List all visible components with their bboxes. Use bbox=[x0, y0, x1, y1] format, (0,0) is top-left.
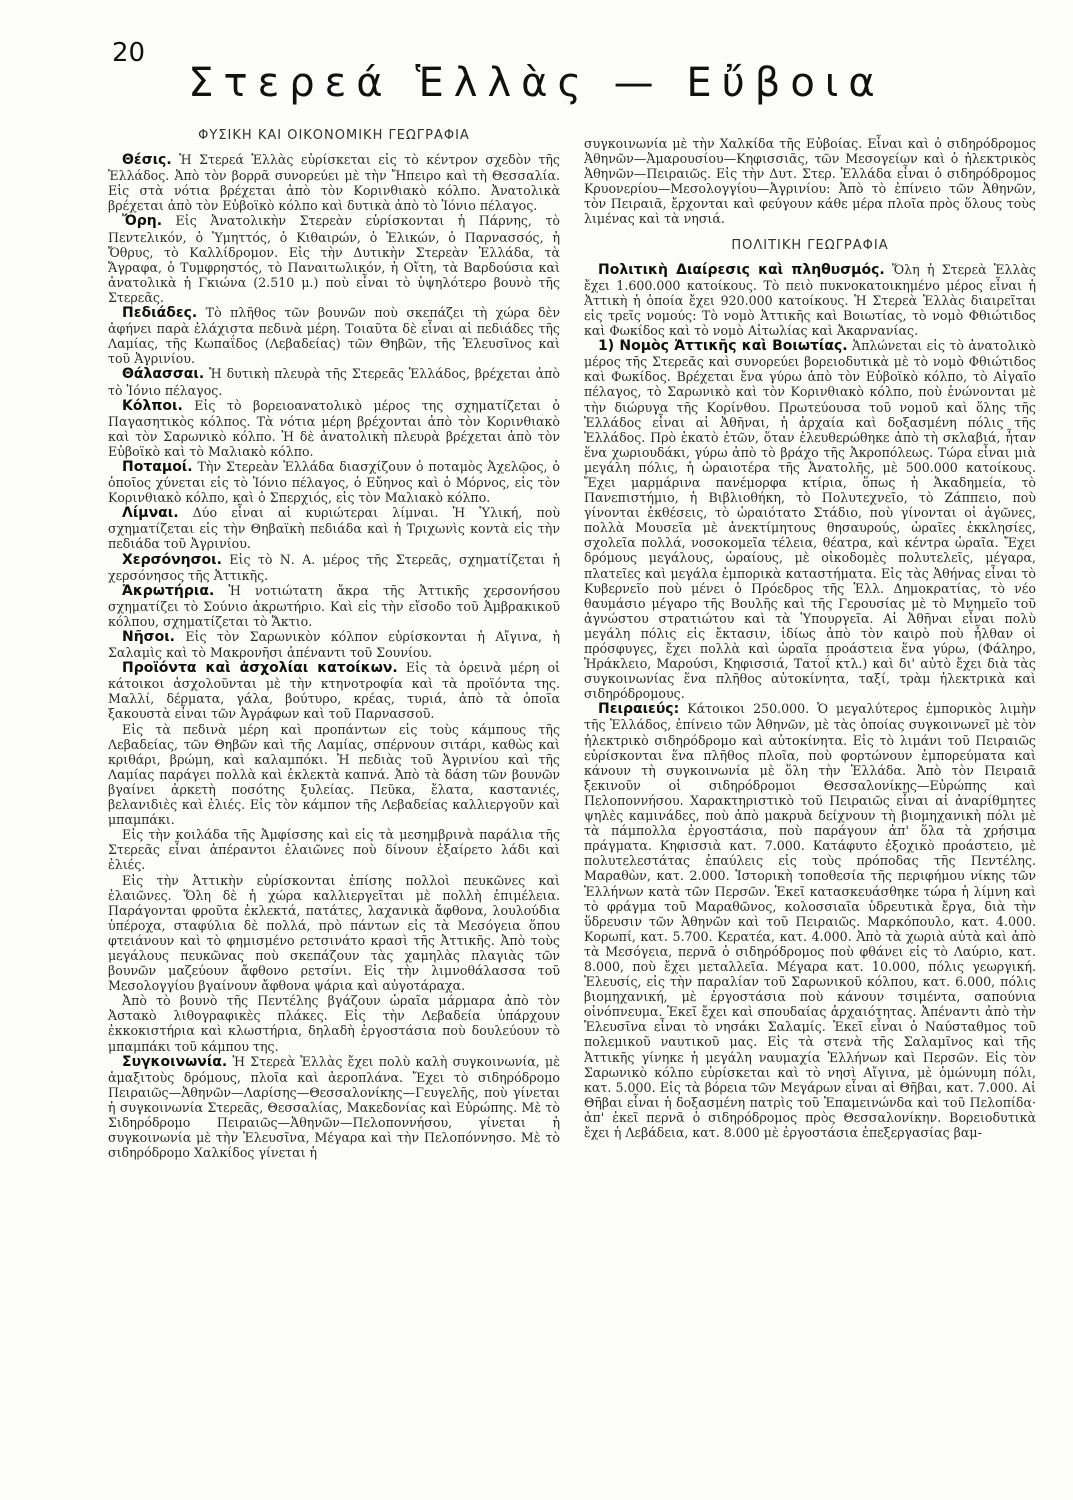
paragraph-text: Εἰς τὸ Ν. Α. μέρος τῆς Στερεᾶς, σχηματίζεται ἡ χερσόνησος τῆς Ἀττικῆς. bbox=[108, 551, 560, 583]
paragraph-text: Τὸ πλῆθος τῶν βουνῶν ποὺ σκεπάζει τὴ χώρα δὲν ἀφήνει παρὰ ἐλάχιστα πεδινὰ μέρη. Τοιαῦτα δὲ εἶναι αἱ πεδιάδες τῆς Λαμίας, τῆς Κωπαΐδος (Λεβαδείας) τῶν Θηβῶν, τῆς Ἐλευσῖνος καὶ τοῦ Ἀγρινίου. bbox=[108, 305, 560, 367]
paragraph-text: Εἰς τὴν Ἀττικὴν εὑρίσκονται ἐπίσης πολλοὶ πευκῶνες καὶ ἐλαιῶνες. Ὅλη δὲ ἡ χώρα καλλιεργεῖται μὲ πολλὴ ἐπιμέλεια. Παράγονται φροῦτα ἐκλεκτά, πατάτες, λαχανικὰ ἄφθονα, λουλούδια ὑπέροχα, σταφύλια δὲ πολλά, πρὸ πάντων εἰς τὰ Μεσόγεια ὅπου φτειάνουν καὶ τὸ φημισμένο ρετσινάτο κρασὶ τῆς Ἀττικῆς. Ἀπὸ τοὺς μεγάλους πευκῶνας ποὺ σκεπάζουν τὰς χαμηλὰς πλαγιὰς τῶν βουνῶν μαζεύουν ἄφθονο ρετσίνι. Εἰς τὴν λιμνοθάλασσα τοῦ Μεσολογγίου βγαίνουν ἄφθονα ψάρια καὶ αὐγοτάραχα. bbox=[108, 872, 560, 994]
paragraph-text: Ἡ νοτιώτατη ἄκρα τῆς Ἀττικῆς χερσονήσου σχηματίζει τὸ Σούνιο ἀκρωτήριο. Καὶ εἰς τὴν εἴσοδο τοῦ Ἀμβρακικοῦ κόλπου, σχηματίζεται τὸ Ἄκτιο. bbox=[108, 582, 560, 629]
paragraph-text: Δύο εἶναι αἱ κυριώτεραι λίμναι. Ἡ Ὑλική, ποὺ σχηματίζεται εἰς τὴν Θηβαϊκὴ πεδιάδα καὶ ἡ Τριχωνὶς κοντὰ εἰς τὴν πεδιάδα τοῦ Ἀγρινίου. bbox=[108, 505, 560, 552]
paragraph-text: Ἀπὸ τὸ βουνὸ τῆς Πεντέλης βγάζουν ὡραῖα μάρμαρα ἀπὸ τὸν Ἀστακὸ λιθογραφικὲς πλάκες. Εἰς τὴν Λεβαδεία ὑπάρχουν ἐκκοκιστήρια καὶ κλωστήρια, δηλαδὴ ἐργοστάσια ποὺ δουλεύουν τὸ μπαμπάκι τοῦ κάμπου της. bbox=[108, 993, 560, 1054]
paragraph-marble bbox=[108, 993, 560, 1053]
paragraph-attica-prefecture bbox=[584, 338, 1036, 701]
paragraph-lakes bbox=[108, 505, 560, 551]
paragraph-title: Χερσόνησοι. bbox=[122, 551, 222, 568]
paragraph-text: Εἰς Ἀνατολικὴν Στερεὰν εὑρίσκονται ἡ Πάρνης, τὸ Πεντελικόν, ὁ Ὑμηττός, ὁ Κιθαιρών, ὁ Ἑλικών, ὁ Παρνασσός, ἡ Ὄθρυς, τὸ Καλλίδρομον. Εἰς τὴν Δυτικὴν Στερεὰν Ἑλλάδα, τὰ Ἄγραφα, ὁ Τυμφρηστός, τὸ Παναιτωλικόν, ἡ Οἴτη, τὰ Βαρδούσια καὶ ἀνατολικὰ ἡ Γκιώνα (2.510 μ.) ποὺ εἶναι τὸ ὑψηλότερο βουνὸ τῆς Στερεᾶς. bbox=[108, 213, 560, 305]
paragraph-title: Προϊόντα καὶ ἀσχολίαι κατοίκων. bbox=[122, 660, 398, 677]
paragraph-title: Πειραιεύς: bbox=[598, 701, 680, 718]
paragraph-title: Νῆσοι. bbox=[122, 629, 175, 645]
paragraph-peninsulas bbox=[108, 552, 560, 583]
paragraph-title: Πολιτικὴ Διαίρεσις καὶ πληθυσμός. bbox=[598, 261, 885, 278]
paragraph-title: Θέσις. bbox=[122, 152, 172, 169]
section-heading-political: ΠΟΛΙΤΙΚΗ ΓΕΩΓΡΑΦΙΑ bbox=[731, 237, 889, 253]
paragraph-title: Ἀκρωτήρια. bbox=[122, 582, 215, 599]
paragraph-title: Πεδιάδες. bbox=[122, 305, 198, 322]
paragraph-seas bbox=[108, 366, 560, 397]
page-title: Στερεά Ἑλλὰς — Εὔβοια bbox=[188, 60, 885, 106]
left-column bbox=[108, 128, 560, 1160]
paragraph-transport bbox=[108, 1054, 560, 1161]
paragraph-transport-continued: συγκοινωνία μὲ τὴν Χαλκίδα τῆς Εὐβοίας. Εἶναι καὶ ὁ σιδηρόδρομος Ἀθηνῶν—Ἀμαρουσίου—Κηφισσιᾶς, τῶν Μεσογείων καὶ ὁ ἠλεκτρικὸς Ἀθηνῶν—Πειραιῶς. Εἰς τὴν Δυτ. Στερ. Ἑλλάδα εἶναι ὁ σιδηρόδρομος Κρυονερίου—Μεσολογγίου—Ἀγρινίου: Ἀπὸ τὸ ἐπίνειο τῶν Ἀθηνῶν, τὸν Πειραιᾶ, ἔρχονται καὶ φεύγουν κάθε μέρα πλοῖα πρὸς ὅλους τοὺς λιμένας καὶ τὰ νησιά. bbox=[584, 136, 1036, 227]
paragraph-gulfs bbox=[108, 398, 560, 459]
paragraph-title: Συγκοινωνία. bbox=[122, 1053, 228, 1070]
paragraph-text: Ἡ Στερεὰ Ἑλλὰς ἔχει πολὺ καλὴ συγκοινωνία, μὲ ἁμαξιτοὺς δρόμους, πλοῖα καὶ ἀεροπλάνα. Ἔχει τὸ σιδηρόδρομο Πειραιῶς—Ἀθηνῶν—Λαρίσης—Θεσσαλονίκης—Γευγελῆς, ποὺ γίνεται ἡ συγκοινωνία Στερεᾶς, Θεσσαλίας, Μακεδονίας καὶ Εὐρώπης. Μὲ τὸ Σιδηρόδρομο Πειραιῶς—Ἀθηνῶν—Πελοποννήσου, γίνεται ἡ συγκοινωνία μὲ τὴν Ἐλευσῖνα, Μέγαρα καὶ τὴν Πελοπόννησο. Μὲ τὸ σιδηρόδρομο Χαλκίδος γίνεται ἡ bbox=[108, 1053, 560, 1161]
paragraph-title: Κόλποι. bbox=[122, 397, 183, 414]
paragraph-piraeus bbox=[584, 701, 1036, 1140]
paragraph-division bbox=[584, 262, 1036, 338]
paragraph-title: 1) Νομὸς Ἀττικῆς καὶ Βοιωτίας. bbox=[598, 338, 848, 355]
paragraph-title: Ὄρη. bbox=[122, 213, 163, 230]
right-column bbox=[584, 136, 1036, 1140]
section-heading-physical: ΦΥΣΙΚΗ ΚΑΙ ΟΙΚΟΝΟΜΙΚΗ ΓΕΩΓΡΑΦΙΑ bbox=[198, 128, 470, 143]
paragraph-text: Ἡ Στερεά Ἑλλὰς εὑρίσκεται εἰς τὸ κέντρον σχεδὸν τῆς Ἑλλάδος. Ἀπὸ τὸν βορρᾶ συνορεύει μὲ τὴν Ἤπειρο καὶ τὴ Θεσσαλία. Εἰς στὰ νότια βρέχεται ἀπὸ τὸν Κορινθιακὸ κόλπο. Ἀνατολικὰ βρέχεται ἀπὸ τὸν Εὐβοϊκὸ κόλπο καὶ δυτικὰ ἀπὸ τὸ Ἰόνιο πέλαγος. bbox=[108, 152, 560, 214]
paragraph-text: Εἰς τὰ πεδινὰ μέρη καὶ προπάντων εἰς τοὺς κάμπους τῆς Λεβαδείας, τῶν Θηβῶν καὶ τῆς Λαμίας, σπέρνουν σιτάρι, καθὼς καὶ κριθάρι, βρώμη, καὶ καλαμπόκι. Ἡ πεδιὰς τοῦ Ἀγρινίου καὶ τῆς Λαμίας παράγει πολλὰ καὶ ἐκλεκτὰ καπνά. Ἀπὸ τὰ δάση τῶν βουνῶν βγαίνει ἀρκετὴ ποσότης ξυλείας. Πεῦκα, ἔλατα, καστανιές, βελανιδιὲς καὶ ἐλιές. Εἰς τὸν κάμπον τῆς Λεβαδείας καλλιεργοῦν καὶ μπαμπάκι. bbox=[108, 721, 560, 828]
paragraph-attica-crops bbox=[108, 873, 560, 994]
paragraph-text: Εἰς τὸν Σαρωνικὸν κόλπον εὑρίσκονται ἡ Αἴγινα, ἡ Σαλαμὶς καὶ τὸ Μακρονῆσι ἀπέναντι τοῦ Σουνίου. bbox=[108, 629, 560, 661]
paragraph-amfissa bbox=[108, 827, 560, 872]
paragraph-text: Ἡ δυτικὴ πλευρὰ τῆς Στερεᾶς Ἑλλάδος, βρέχεται ἀπὸ τὸ Ἰόνιο πέλαγος. bbox=[108, 366, 560, 398]
paragraph-text: Εἰς τὴν κοιλάδα τῆς Ἀμφίσσης καὶ εἰς τὰ μεσημβρινὰ παράλια τῆς Στερεᾶς εἶναι ἀπέραντοι ἐλαιῶνες ποὺ δίνουν ἐξαίρετο λάδι καὶ ἐλιές. bbox=[108, 827, 560, 873]
paragraph-title: Ποταμοί. bbox=[122, 458, 193, 475]
paragraph-mountains bbox=[108, 213, 560, 305]
paragraph-rivers bbox=[108, 459, 560, 505]
paragraph-islands bbox=[108, 629, 560, 660]
paragraph-title: Λίμναι. bbox=[122, 505, 179, 522]
paragraph-text: Ὅλη ἡ Στερεὰ Ἑλλὰς ἔχει 1.600.000 κατοίκους. Τὸ πειὸ πυκνοκατοικημένο μέρος εἶναι ἡ Ἀττικὴ ἡ ὁποία ἔχει 920.000 κατοίκους. Ἡ Στερεὰ Ἑλλὰς διαιρεῖται εἰς τρεῖς νομούς: Τὸ νομὸ Ἀττικῆς καὶ Βοιωτίας, τὸ νομὸ Φθιώτιδος καὶ Φωκίδος καὶ τὸ νομὸ Αἰτωλίας καὶ Ἀκαρνανίας. bbox=[584, 261, 1037, 339]
paragraph-plains bbox=[108, 305, 560, 366]
paragraph-text: Εἰς τὸ βορειοανατολικὸ μέρος της σχηματίζεται ὁ Παγασητικὸς κόλπος. Τὰ νότια μέρη βρέχονται ἀπὸ τὸν Κορινθιακὸ καὶ τὸν Σαρωνικὸ κόλπο. Ἡ δὲ ἀνατολικὴ πλευρὰ βρέχεται ἀπὸ τὸν Εὐβοϊκὸ καὶ τὸ Μαλιακὸ κόλπο. bbox=[108, 397, 560, 459]
paragraph-text: Ἁπλώνεται εἰς τὸ ἀνατολικὸ μέρος τῆς Στερεᾶς καὶ συνορεύει βορειοδυτικὰ μὲ τὸ νομὸ Φθιώτιδος καὶ Φωκίδος. Βρέχεται ἔνα γύρω ἀπὸ τὸν Εὐβοϊκὸ κόλπο, τὸ Αἰγαῖο πέλαγος, τὸ Σαρωνικὸ καὶ τὸν Κορινθιακὸ κόλπο, ποὺ ἑνώνονται μὲ τὴν διώρυγα τῆς Κορίνθου. Πρωτεύουσα τοῦ νομοῦ καὶ ὅλης τῆς Ἑλλάδος εἶναι αἱ Ἀθῆναι, ἡ ἀρχαία καὶ δοξασμένη πόλις τῆς Ἑλλάδος. Πρὸ ἑκατὸ ἐτῶν, ὅταν ἐλευθερώθηκε ἀπὸ τὴ σκλαβιά, ἦταν ἕνα χωριουδάκι, γύρω ἀπὸ τὸ βράχο τῆς Ἀκροπόλεως. Τώρα εἶναι μιὰ μεγάλη πόλις, ἡ ὡραιοτέρα τῆς Ἀνατολῆς, μὲ 500.000 κατοίκους. Ἔχει μαρμάρινα πανέμορφα κτίρια, ὅπως ἡ Ἀκαδημεία, τὸ Πανεπιστήμιο, ἡ Βιβλιοθήκη, τὸ Πολυτεχνεῖο, τὸ Ζάππειο, ποὺ γίνονται ἐκθέσεις, τὸ ὡραιότατο Στάδιο, ποὺ γίνονται οἱ ἀγῶνες, πολλὰ Μουσεῖα μὲ ἀνεκτίμητους θησαυρούς, ὡραῖες ἐκκλησίες, σχολεῖα πολλά, νοσοκομεῖα τέλεια, θέατρα, καὶ κέντρα ὡραῖα. Ἔχει δρόμους μεγάλους, ὡραίους, μὲ οἰκοδομὲς πολυτελεῖς, μέγαρα, πλατεῖες καὶ μεγάλα ἐμπορικὰ καταστήματα. Εἰς τὰς Ἀθήνας εἶναι τὸ Κυβερνεῖο ποὺ μένει ὁ Πρόεδρος τῆς Ἑλλ. Δημοκρατίας, τὸ νέο θαυμάσιο μέγαρο τῆς Βουλῆς καὶ τῆς Γερουσίας μὲ τὸ Μνημεῖο τοῦ ἀγνώστου στρατιώτου καὶ τὰ Ὑπουργεῖα. Αἱ Ἀθῆναι εἶναι πολὺ μεγάλη πόλις εἰς ἔκτασιν, ἰδίως ἀπὸ τὸν καιρὸ ποὺ ἦλθαν οἱ πρόσφυγες, ἔχει πολλὰ καὶ ὡραῖα προάστεια ἕνα γύρω, (Φάληρο, Ἡράκλειο, Μαρούσι, Κηφισσιά, Τατοΐ κτλ.) καὶ δι' αὐτὸ ἔχει διὰ τὰς συγκοινωνίας ἕνα πλῆθος αὐτοκίνητα, ταξί, τρὰμ ἠλεκτρικὰ καὶ σιδηρόδρομους. bbox=[584, 338, 1036, 702]
paragraph-capes bbox=[108, 583, 560, 629]
paragraph-title: Θάλασσαι. bbox=[122, 366, 205, 383]
paragraph-text: Τὴν Στερεὰν Ἑλλάδα διασχίζουν ὁ ποταμὸς Ἀχελῷος, ὁ ὁποῖος χύνεται εἰς τὸ Ἰόνιο πέλαγος, ὁ Εὔηνος καὶ ὁ Μόρνος, εἰς τὸν Κορινθιακὸ κόλπο, καὶ ὁ Σπερχιός, εἰς τὸν Μαλιακὸ κόλπο. bbox=[108, 458, 560, 506]
paragraph-text: Κάτοικοι 250.000. Ὁ μεγαλύτερος ἐμπορικὸς λιμὴν τῆς Ἑλλάδος, ἐπίνειο τῶν Ἀθηνῶν, μὲ τὰς ὁποίας συγκοινωνεῖ μὲ τὸν ἠλεκτρικὸ σιδηρόδρομο καὶ αὐτοκίνητα. Εἰς τὸ λιμάνι τοῦ Πειραιῶς εὑρίσκονται ἕνα πλῆθος πλοῖα, ποὺ φορτώνουν ἐμπορεύματα καὶ κάνουν τὴ συγκοινωνία μὲ ὅλη τὴν Ἑλλάδα. Ἀπὸ τὸν Πειραιᾶ ξεκινοῦν οἱ σιδηρόδρομοι Θεσσαλονίκης—Εὐρώπης καὶ Πελοποννήσου. Χαρακτηριστικὸ τοῦ Πειραιῶς εἶναι αἱ ἀναρίθμητες ψηλὲς καμινάδες, ποὺ ἀπὸ μακρυὰ δείχνουν τὴ βιομηχανικὴ πόλι μὲ τὰ πάμπολλα ἐργοστάσια, ποὺ παράγουν ἀπ' ὅλα τὰ χρήσιμα πράγματα. Κηφισσιὰ κατ. 7.000. Κατάφυτο ἐξοχικὸ προάστειο, μὲ πολυτελεστάτας ἐπαύλεις εἰς τοὺς πρόποδας τῆς Πεντέλης. Μαραθὼν, κατ. 2.000. Ἱστορικὴ τοποθεσία τῆς περιφήμου νίκης τῶν Ἑλλήνων κατὰ τῶν Περσῶν. Ἐκεῖ κατασκευάσθηκε τώρα ἡ λίμνη καὶ τὸ φράγμα τοῦ Μαραθῶνος, κολοσσιαῖα ὑδρευτικὰ ἔργα, διὰ τὴν ὕδρευσιν τῶν Ἀθηνῶν καὶ τοῦ Πειραιῶς. Μαρκόπουλο, κατ. 4.000. Κορωπί, κατ. 5.700. Κερατέα, κατ. 4.000. Ἀπὸ τὰ χωριὰ αὐτὰ καὶ ἀπὸ τὰ Μεσόγεια, περνᾶ ὁ σιδηρόδρομος ποὺ φθάνει εἰς τὸ Λαύριο, κατ. 8.000, ποὺ ἔχει μεταλλεῖα. Μέγαρα κατ. 10.000, πόλις γεωργική. Ἐλευσίς, εἰς τὴν παραλίαν τοῦ Σαρωνικοῦ κόλπου, κατ. 6.000, πόλις βιομηχανική, μὲ ἐργοστάσια ποὺ κάνουν τσιμέντα, σαπούνια οἰνόπνευμα. Ἐκεῖ ἔχει καὶ σπουδαίας ἀρχαιότητας. Ἀπέναντι ἀπὸ τὴν Ἐλευσῖνα εἶναι τὸ νησάκι Σαλαμίς. Ἐκεῖ εἶναι ὁ Ναύσταθμος τοῦ πολεμικοῦ ναυτικοῦ μας. Εἰς τὰ στενὰ τῆς Σαλαμῖνος καὶ τῆς Ἀττικῆς γίνηκε ἡ μεγάλη ναυμαχία Ἑλλήνων καὶ Περσῶν. Εἰς τὸν Σαρωνικὸ κόλπο εὑρίσκεται καὶ τὸ νησὶ Αἴγινα, μὲ ὁμώνυμη πόλι, κατ. 5.000. Εἰς τὰ βόρεια τῶν Μεγάρων εἶναι αἱ Θῆβαι, κατ. 7.000. Αἱ Θῆβαι εἶναι ἡ δοξασμένη πατρὶς τοῦ Ἐπαμεινώνδα καὶ τοῦ Πελοπίδα· ἀπ' ἐκεῖ περνᾶ ὁ σιδηρόδρομος πρὸς Θεσσαλονίκην. Βορειοδυτικὰ ἔχει ἡ Λεβάδεια, κατ. 8.000 μὲ ἐργοστάσια ἐπεξεργασίας βαμ- bbox=[584, 701, 1036, 1140]
paragraph-position bbox=[108, 152, 560, 213]
paragraph-text: Εἰς τὰ ὀρεινὰ μέρη οἱ κάτοικοι ἀσχολοῦνται μὲ τὴν κτηνοτροφία καὶ τὰ προϊόντα της. Μαλλί, δέρματα, γάλα, βούτυρο, κρέας, τυριά, ἀπὸ τὰ ὁποῖα ξακουστὰ εἶναι τῶν Ἀγράφων καὶ τοῦ Παρνασσοῦ. bbox=[108, 660, 560, 722]
paragraph-products bbox=[108, 660, 560, 721]
paragraph-plains-crops bbox=[108, 722, 560, 828]
page-number: 20 bbox=[112, 38, 146, 68]
